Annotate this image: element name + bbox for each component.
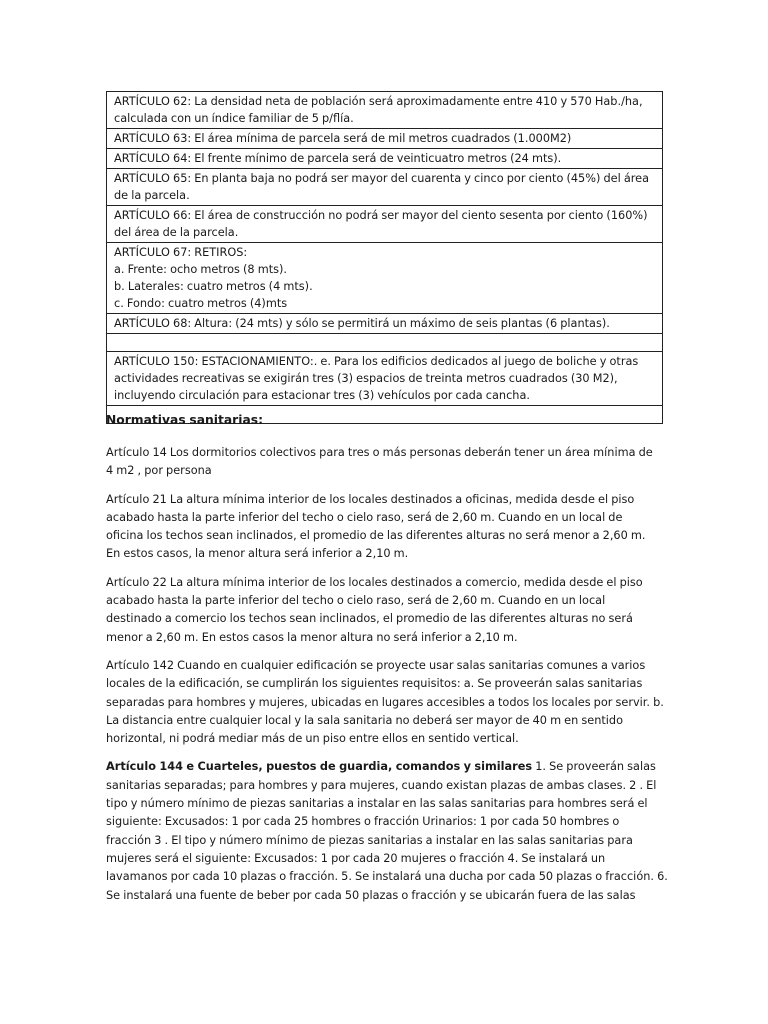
cell-text-line: c. Fondo: cuatro metros (4)mts xyxy=(114,297,288,310)
text-line: acabado hasta la parte inferior del techo o cielo raso, será de 2,60 m. Cuando en un local de xyxy=(106,510,623,524)
table-row xyxy=(107,206,663,243)
text-line: locales de la edificación, se cumplirán los siguientes requisitos: a. Se proveerán salas sanitarias xyxy=(106,677,643,691)
cell-text-line: b. Laterales: cuatro metros (4 mts). xyxy=(114,280,313,293)
cell-text-line: ARTÍCULO 66: El área de construcción no podrá ser mayor del ciento sesenta por ciento (160%) xyxy=(114,209,648,222)
table-cell xyxy=(107,92,663,129)
cell-text-line: ARTÍCULO 62: La densidad neta de población será aproximadamente entre 410 y 570 Hab./ha, xyxy=(114,95,643,108)
articles-table xyxy=(106,91,663,424)
article-144-first-line-rest: 1. Se proveerán salas xyxy=(532,760,656,774)
text-line: tipo y número mínimo de piezas sanitarias a instalar en las salas sanitarias para hombres será el xyxy=(106,797,648,811)
table-cell xyxy=(107,149,663,169)
table-row xyxy=(107,314,663,334)
cell-text-line: actividades recreativas se exigirán tres (3) espacios de treinta metros cuadrados (30 M2), xyxy=(114,372,618,385)
text-line: La distancia entre cualquier local y la sala sanitaria no deberá ser mayor de 40 m en sentido xyxy=(106,713,624,727)
table-cell xyxy=(107,129,663,149)
text-line: menor a 2,60 m. En estos casos la menor altura no será inferior a 2,10 m. xyxy=(106,630,518,644)
paragraph-article-22 xyxy=(106,574,666,647)
cell-text-line: ARTÍCULO 65: En planta baja no podrá ser mayor del cuarenta y cinco por ciento (45%) del área xyxy=(114,172,650,185)
cell-text-line: ARTÍCULO 67: RETIROS: xyxy=(114,246,248,259)
cell-text-line: ARTÍCULO 150: ESTACIONAMIENTO:. e. Para los edificios dedicados al juego de boliche y otras xyxy=(114,355,639,368)
text-line: Se instalará una fuente de beber por cada 50 plazas o fracción y se ubicarán fuera de las salas xyxy=(106,888,636,902)
cell-text-line: del área de la parcela. xyxy=(114,226,239,239)
text-line xyxy=(106,758,666,776)
table-cell xyxy=(107,169,663,206)
text-line: horizontal, ni podrá mediar más de un piso entre ellos en sentido vertical. xyxy=(106,732,519,746)
text-line: mujeres será el siguiente: Excusados: 1 por cada 20 mujeres o fracción 4. Se instalará un xyxy=(106,851,606,865)
paragraph-article-142 xyxy=(106,657,666,748)
paragraph-article-21 xyxy=(106,491,666,564)
cell-text-line: incluyendo circulación para estacionar tres (3) vehículos por cada cancha. xyxy=(114,389,530,402)
table-row xyxy=(107,92,663,129)
table-cell xyxy=(107,334,663,352)
text-line: oficina los techos sean inclinados, el promedio de las diferentes alturas no será menor a 2,60 m. xyxy=(106,529,646,543)
text-line: destinado a comercio los techos sean inclinados, el promedio de las diferentes alturas no será xyxy=(106,612,633,626)
table-row xyxy=(107,352,663,406)
text-line: acabado hasta la parte inferior del techo o cielo raso, será de 2,60 m. Cuando en un local xyxy=(106,594,606,608)
text-line: siguiente: Excusados: 1 por cada 25 hombres o fracción Urinarios: 1 por cada 50 hombres o xyxy=(106,815,620,829)
articles-table-body xyxy=(107,92,663,424)
cell-text-line: calculada con un índice familiar de 5 p/flía. xyxy=(114,112,354,125)
text-line: lavamanos por cada 10 plazas o fracción. 5. Se instalará una ducha por cada 50 plazas o fracción. 6. xyxy=(106,870,668,884)
cell-text-line: a. Frente: ocho metros (8 mts). xyxy=(114,263,288,276)
text-line: sanitarias separadas; para hombres y para mujeres, cuando existan plazas de ambas clases. 2 . El xyxy=(106,778,657,792)
paragraph-article-14 xyxy=(106,444,666,481)
table-row xyxy=(107,149,663,169)
text-line: Artículo 142 Cuando en cualquier edificación se proyecte usar salas sanitarias comunes a varios xyxy=(106,658,646,672)
table-cell xyxy=(107,314,663,334)
text-line: Artículo 14 Los dormitorios colectivos para tres o más personas deberán tener un área mínima de xyxy=(106,446,653,459)
table-cell xyxy=(107,352,663,406)
table-row xyxy=(107,334,663,352)
table-cell xyxy=(107,206,663,243)
text-line: separadas para hombres y mujeres, ubicadas en lugares accesibles a todos los locales por servir. b. xyxy=(106,695,664,709)
text-line: Artículo 22 La altura mínima interior de los locales destinados a comercio, medida desde el piso xyxy=(106,575,643,589)
text-line: En estos casos, la menor altura será inferior a 2,10 m. xyxy=(106,547,409,561)
cell-text-line: de la parcela. xyxy=(114,189,190,202)
section-title: Normativas sanitarias: xyxy=(106,413,263,427)
table-cell xyxy=(107,243,663,314)
table-row xyxy=(107,169,663,206)
cell-text-line: ARTÍCULO 68: Altura: (24 mts) y sólo se permitirá un máximo de seis plantas (6 plantas). xyxy=(114,317,610,330)
table-row xyxy=(107,129,663,149)
article-144-heading: Artículo 144 e Cuarteles, puestos de guardia, comandos y similares xyxy=(106,760,533,774)
table-row xyxy=(107,243,663,314)
cell-text-line: ARTÍCULO 63: El área mínima de parcela será de mil metros cuadrados (1.000M2) xyxy=(114,132,572,145)
cell-text-line: ARTÍCULO 64: El frente mínimo de parcela será de veinticuatro metros (24 mts). xyxy=(114,152,562,165)
text-line: 4 m2 , por persona xyxy=(106,464,212,478)
text-line: Artículo 21 La altura mínima interior de los locales destinados a oficinas, medida desde el piso xyxy=(106,492,635,506)
sanitary-regulations-section xyxy=(106,410,666,915)
paragraph-article-144 xyxy=(106,758,666,904)
text-line: fracción 3 . El tipo y número mínimo de piezas sanitarias a instalar en las salas sanitarias para xyxy=(106,833,633,847)
